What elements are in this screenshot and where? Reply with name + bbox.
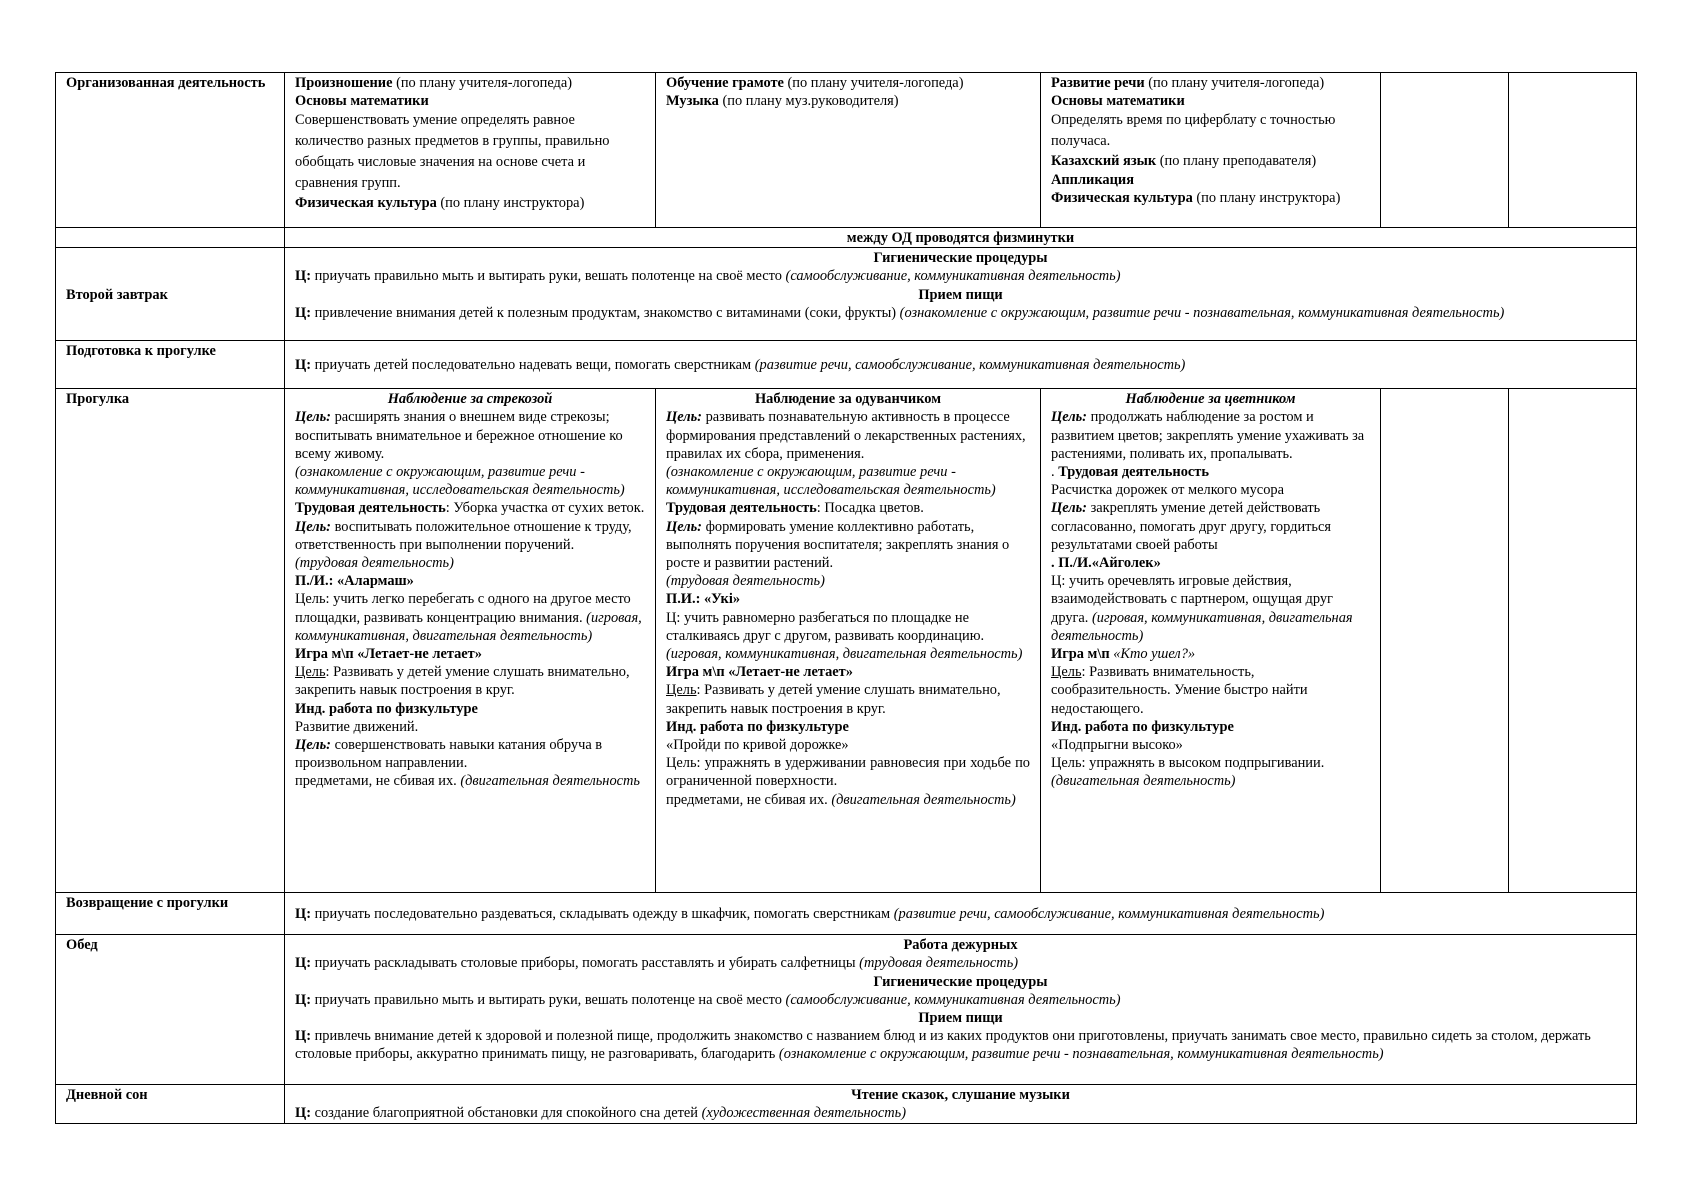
od-mon-line: Физическая культура (по плану инструктора) [295,195,585,212]
walk-wed-game2-goal: Цель: Развивать внимательность, сообразительность. Умение быстро найти недостающего. [1051,664,1308,717]
cell-od-tuesday [656,73,1041,228]
walk-wed-ind-goal: Цель: упражнять в высоком подпрыгивании. [1051,755,1325,772]
walk-tue-work: Трудовая деятельность: Посадка цветов. [666,500,924,517]
walk-tue-game: П.И.: «Укі» [666,591,741,608]
cell-empty [1381,389,1509,893]
walk-tue-game-goal: Ц: учить равномерно разбегаться по площадке не сталкиваясь друг с другом, развивать координацию. (игровая, коммуникативная, двигательная деятельность) [666,609,1023,663]
walk-tue-game2-goal: Цель: Развивать у детей умение слушать внимательно, закрепить навык построения в круг. [666,682,1001,717]
heading-duty: Работа дежурных [903,937,1018,954]
walk-mon-end: предметами, не сбивая их. (двигательная деятельность [295,773,640,790]
cell-second-breakfast [285,248,1637,341]
walk-tue-goal-tags: (ознакомление с окружающим, развитие речи - коммуникативная, исследовательская деятельность) [666,464,996,499]
cell-walk-monday [285,389,656,893]
walk-mon-ind: Инд. работа по физкультуре [295,700,478,717]
row-walk-prep [56,341,1637,389]
od-mon-line: Основы математики [295,93,429,110]
walk-mon-title: Наблюдение за стрекозой [387,391,553,408]
walk-mon-game2-goal: Цель: Развивать у детей умение слушать внимательно, закрепить навык построения в круг. [295,664,630,699]
breakfast-goal-2: Ц: привлечение внимания детей к полезным продуктам, знакомство с витаминами (соки, фрукты) (ознакомление с окружающим, развитие речи - познавательная, коммуникативная деятельность) [295,304,1505,321]
nap-goal: Ц: создание благоприятной обстановки для спокойного сна детей (художественная деятельность) [295,1105,907,1122]
od-wed-line: Физическая культура (по плану инструктора) [1051,189,1341,206]
walk-wed-game-goal: Ц: учить оречевлять игровые действия, взаимодействовать с партнером, ощущая друг друга. (игровая, коммуникативная, двигательная деятельность) [1051,573,1353,644]
label-second-breakfast: Второй завтрак [56,248,285,341]
lunch-goal-2: Ц: приучать правильно мыть и вытирать руки, вешать полотенце на своё место (самообслуживание, коммуникативная деятельность) [295,991,1121,1008]
cell-walk-wednesday [1041,389,1381,893]
walk-mon-work: Трудовая деятельность: Уборка участка от сухих веток. [295,500,645,517]
heading-meal: Прием пищи [918,1010,1003,1027]
cell-lunch [285,935,1637,1085]
walk-wed-game2: Игра м\п «Кто ушел?» [1051,646,1196,663]
breakfast-goal-1: Ц: приучать правильно мыть и вытирать руки, вешать полотенце на своё место (самообслуживание, коммуникативная деятельность) [295,268,1121,285]
od-wed-line: Казахский язык (по плану преподавателя) [1051,153,1317,170]
walk-wed-work-goal: Цель: закреплять умение детей действовать согласованно, помогать друг другу, гордиться результатами своей работы [1051,500,1332,553]
lunch-goal-3: Ц: привлечь внимание детей к здоровой и полезной пище, продолжить знакомство с названием блюд и из каких продуктов они приготовлены, приучать занимать свое место, правильно сидеть за столом, держать столовые приборы, аккуратно принимать пищу, не разговаривать, благодарить (ознакомление с окружающим, развитие речи - познавательная, коммуникативная деятельность) [295,1028,1591,1063]
walk-wed-ind-tags: (двигательная деятельность) [1051,773,1236,790]
heading-hygiene: Гигиенические процедуры [873,250,1048,267]
row-fizminutki [56,228,1637,248]
walk-wed-ind-text: «Подпрыгни высоко» [1051,737,1183,754]
fizminutki-note: между ОД проводятся физминутки [285,228,1637,248]
row-second-breakfast [56,248,1637,341]
label-walk: Прогулка [56,389,285,893]
cell-empty [56,228,285,248]
walk-tue-work-goal: Цель: формировать умение коллективно работать, выполнять поручения воспитателя; закреплять знания о росте и развитии растений. [666,518,1010,572]
row-lunch [56,935,1637,1085]
label-lunch: Обед [56,935,285,1085]
label-nap: Дневной сон [56,1085,285,1123]
cell-nap [285,1085,1637,1123]
walk-tue-title: Наблюдение за одуванчиком [754,391,942,408]
row-return [56,893,1637,935]
label-return: Возвращение с прогулки [56,893,285,935]
walk-mon-work-goal: Цель: воспитывать положительное отношение к труду, ответственность при выполнении поручений. [295,518,632,553]
row-walk [56,389,1637,893]
walk-mon-ind-goal: Цель: совершенствовать навыки катания обруча в произвольном направлении. [295,737,603,772]
od-tue-line: Обучение грамоте (по плану учителя-логопеда) [666,75,964,91]
walk-tue-work-tags: (трудовая деятельность) [666,573,825,590]
walk-wed-game: . П./И.«Айголек» [1051,555,1161,572]
walk-tue-game2: Игра м\п «Летает-не летает» [666,664,853,681]
walk-mon-goal-tags: (ознакомление с окружающим, развитие речи - коммуникативная, исследовательская деятельность) [295,464,625,499]
cell-empty [1381,73,1509,228]
heading-hygiene: Гигиенические процедуры [873,973,1048,990]
label-walk-prep: Подготовка к прогулке [56,341,285,389]
daily-plan-table [55,72,1637,1124]
walk-wed-ind: Инд. работа по физкультуре [1051,718,1234,735]
od-wed-line: Основы математики [1051,93,1185,110]
walk-tue-ind-text: «Пройди по кривой дорожке» [666,737,849,754]
walk-mon-game-goal: Цель: учить легко перебегать с одного на другое место площадки, развивать концентрацию внимания. (игровая, коммуникативная, двигательная деятельность) [295,591,642,644]
lunch-goal-1: Ц: приучать раскладывать столовые приборы, помогать расставлять и убирать салфетницы (трудовая деятельность) [295,955,1019,972]
walk-wed-work-text: Расчистка дорожек от мелкого мусора [1051,482,1284,499]
od-wed-line: Определять время по циферблату с точностью получаса. [1051,112,1336,150]
cell-walk-prep: Ц: приучать детей последовательно надевать вещи, помогать сверстникам (развитие речи, самообслуживание, коммуникативная деятельность) [285,341,1637,389]
walk-mon-goal: Цель: расширять знания о внешнем виде стрекозы; воспитывать внимательное и бережное отношение ко всему живому. [295,409,623,462]
row-nap [56,1085,1637,1123]
cell-empty [1509,389,1637,893]
walk-mon-work-tags: (трудовая деятельность) [295,555,454,572]
walk-tue-end: предметами, не сбивая их. (двигательная деятельность) [666,791,1016,808]
walk-tue-ind-goal: Цель: упражнять в удерживании равновесия при ходьбе по ограниченной поверхности. [666,755,1030,790]
heading-fairy-tales: Чтение сказок, слушание музыки [851,1087,1070,1104]
walk-mon-ind-text: Развитие движений. [295,718,419,735]
walk-wed-goal: Цель: продолжать наблюдение за ростом и развитием цветов; закреплять умение ухаживать за растениями, поливать их, пропалывать. [1051,409,1365,462]
row-organized-activity [56,73,1637,228]
od-mon-line: Произношение (по плану учителя-логопеда) [295,75,573,91]
walk-mon-game: П./И.: «Алармаш» [295,573,414,590]
cell-empty [1509,73,1637,228]
od-wed-line: Развитие речи (по плану учителя-логопеда) [1051,75,1325,91]
od-wed-line: Аппликация [1051,171,1134,188]
cell-od-wednesday [1041,73,1381,228]
cell-walk-tuesday [656,389,1041,893]
walk-mon-game2: Игра м\п «Летает-не летает» [295,646,482,663]
walk-tue-goal: Цель: развивать познавательную активность в процессе формирования представлений о лекарственных растениях, правилах их сбора, применения. [666,409,1026,462]
cell-return: Ц: приучать последовательно раздеваться, складывать одежду в шкафчик, помогать сверстникам (развитие речи, самообслуживание, коммуникативная деятельность) [285,893,1637,935]
cell-od-monday [285,73,656,228]
od-mon-line: Совершенствовать умение определять равное количество разных предметов в группы, правильно обобщать числовые значения на основе счета и сравнения групп. [295,112,610,192]
label-organized-activity: Организованная деятельность [56,73,285,228]
walk-wed-title: Наблюдение за цветником [1125,391,1296,408]
walk-wed-work: . Трудовая деятельность [1051,464,1209,481]
od-tue-line: Музыка (по плану муз.руководителя) [666,93,899,110]
walk-tue-ind: Инд. работа по физкультуре [666,718,849,735]
heading-meal: Прием пищи [918,286,1003,303]
